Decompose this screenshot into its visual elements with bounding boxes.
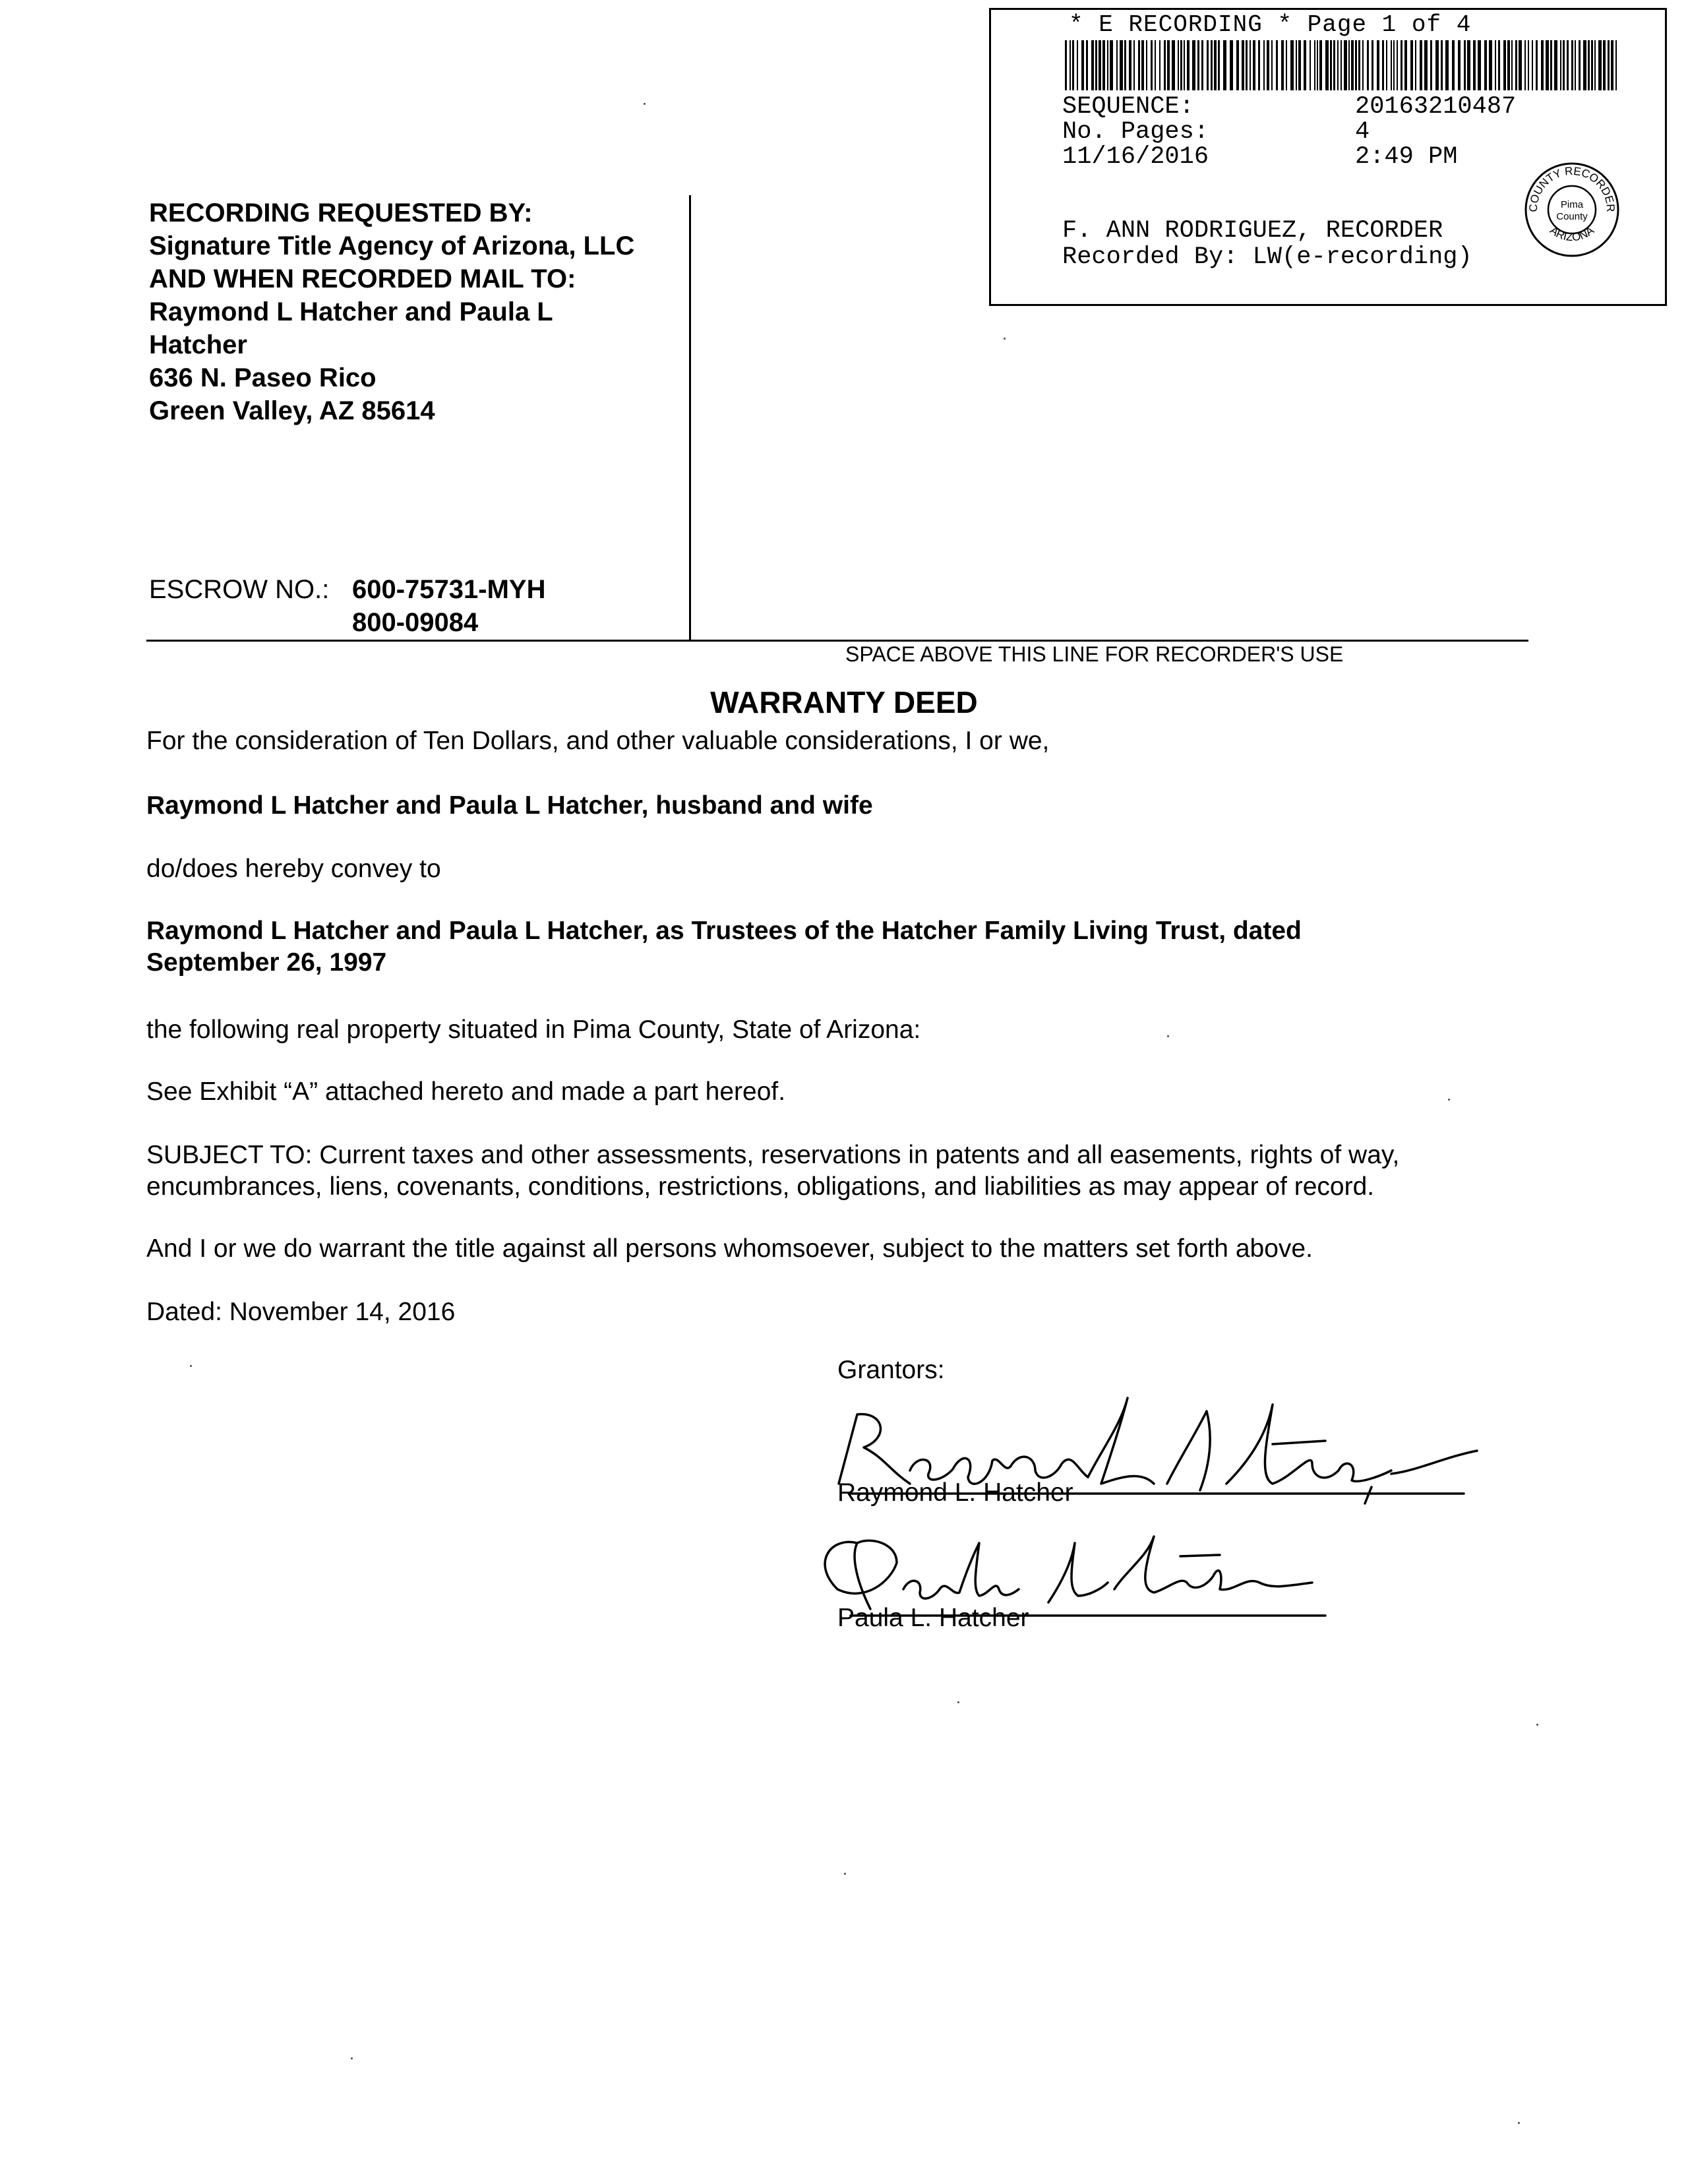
scan-speck (844, 1873, 846, 1875)
barcode-bar (1319, 40, 1322, 90)
barcode-bar (1550, 40, 1552, 90)
scan-speck (1536, 1724, 1538, 1726)
barcode-bar (1611, 40, 1613, 90)
barcode-bar (1102, 40, 1105, 90)
barcode-bar (1091, 40, 1094, 90)
barcode-bar (1296, 40, 1297, 90)
barcode-bar (1180, 40, 1182, 90)
barcode-bar (1583, 40, 1586, 90)
request-line: Hatcher (149, 330, 247, 359)
barcode-bar (1603, 40, 1606, 90)
barcode (1065, 40, 1620, 90)
stamp-header: * E RECORDING * Page 1 of 4 (1069, 11, 1472, 38)
grantee-parties-line1: Raymond L Hatcher and Paula L Hatcher, as Trustees of the Hatcher Family Living Trust, dated (146, 917, 1302, 945)
barcode-bar (1110, 40, 1113, 90)
barcode-bar (1598, 40, 1602, 90)
barcode-bar (1317, 40, 1318, 90)
recording-stamp (989, 8, 1667, 306)
barcode-bar (1575, 40, 1576, 90)
scan-speck (1518, 2122, 1520, 2124)
escrow-label: ESCROW NO.: (149, 575, 330, 604)
barcode-bar (1473, 40, 1476, 90)
barcode-bar (1178, 40, 1179, 90)
barcode-bar (1507, 40, 1510, 90)
signer-name: Paula L. Hatcher (837, 1604, 1029, 1632)
barcode-bar (1124, 40, 1126, 90)
barcode-bar (1167, 40, 1170, 90)
barcode-bar (1341, 40, 1342, 90)
barcode-bar (1314, 40, 1315, 90)
scan-speck (351, 2057, 353, 2059)
barcode-bar (1536, 40, 1538, 90)
barcode-bar (1286, 40, 1287, 90)
consideration-clause: For the consideration of Ten Dollars, and other valuable considerations, I or we, (146, 727, 1050, 755)
barcode-bar (1515, 40, 1517, 90)
barcode-bar (1120, 40, 1123, 90)
barcode-bar (1397, 40, 1398, 90)
barcode-bar (1211, 40, 1213, 90)
sequence-value: 20163210487 (1355, 93, 1517, 121)
barcode-bar (1333, 40, 1335, 90)
barcode-bar (1498, 40, 1500, 90)
barcode-bar (1192, 40, 1195, 90)
barcode-bar (1310, 40, 1311, 90)
barcode-bar (1197, 40, 1199, 90)
barcode-bar (1615, 40, 1617, 90)
barcode-bar (1608, 40, 1610, 90)
barcode-bar (1445, 40, 1449, 90)
barcode-bar (1099, 40, 1101, 90)
signer-name: Raymond L. Hatcher (837, 1478, 1073, 1507)
barcode-bar (1511, 40, 1513, 90)
pages-value: 4 (1355, 118, 1370, 146)
barcode-bar (1081, 40, 1084, 90)
barcode-bar (1304, 40, 1306, 90)
barcode-bar (1065, 40, 1067, 90)
barcode-bar (1236, 40, 1239, 90)
barcode-bar (1567, 40, 1569, 90)
scan-speck (957, 1701, 959, 1703)
escrow-number: 600-75731-MYH (352, 575, 546, 604)
barcode-bar (1250, 40, 1251, 90)
barcode-bar (1207, 40, 1209, 90)
document-title: WARRANTY DEED (710, 685, 978, 719)
scan-speck (1004, 338, 1006, 340)
barcode-bar (1271, 40, 1273, 90)
scan-speck (644, 103, 646, 105)
barcode-bar (1489, 40, 1492, 90)
barcode-bar (1141, 40, 1144, 90)
barcode-bar (1253, 40, 1255, 90)
barcode-bar (1214, 40, 1217, 90)
barcode-bar (1410, 40, 1413, 90)
barcode-bar (1159, 40, 1160, 90)
barcode-bar (1348, 40, 1350, 90)
barcode-bar (1430, 40, 1432, 90)
barcode-bar (1095, 40, 1097, 90)
barcode-bar (1452, 40, 1455, 90)
barcode-bar (1330, 40, 1332, 90)
barcode-bar (1077, 40, 1078, 90)
barcode-bar (1563, 40, 1565, 90)
barcode-bar (1579, 40, 1581, 90)
barcode-bar (1377, 40, 1379, 90)
barcode-bar (1391, 40, 1392, 90)
barcode-bar (1594, 40, 1596, 90)
barcode-bar (1138, 40, 1140, 90)
barcode-bar (1258, 40, 1260, 90)
barcode-bar (1337, 40, 1339, 90)
exhibit-clause: See Exhibit “A” attached hereto and made a part hereof. (146, 1077, 786, 1106)
seal-center-line1: Pima (1560, 199, 1584, 210)
scan-speck (1167, 1035, 1169, 1037)
subject-to-line1: SUBJECT TO: Current taxes and other assessments, reservations in patents and all easements, rights of way, (146, 1141, 1400, 1169)
barcode-bar (1495, 40, 1496, 90)
barcode-bar (1218, 40, 1220, 90)
barcode-bar (1325, 40, 1329, 90)
svg-text:COUNTY RECORDER: COUNTY RECORDER (1526, 164, 1617, 212)
barcode-bar (1129, 40, 1131, 90)
barcode-bar (1263, 40, 1265, 90)
barcode-bar (1528, 40, 1529, 90)
request-line: Green Valley, AZ 85614 (149, 396, 435, 425)
barcode-bar (1230, 40, 1233, 90)
barcode-bar (1458, 40, 1461, 90)
recorder-space-divider (146, 640, 1528, 642)
recorder-use-caption: SPACE ABOVE THIS LINE FOR RECORDER'S USE (845, 642, 1344, 666)
scan-speck (190, 1365, 192, 1367)
barcode-bar (1281, 40, 1284, 90)
barcode-bar (1478, 40, 1481, 90)
barcode-bar (1464, 40, 1466, 90)
barcode-bar (1072, 40, 1074, 90)
barcode-bar (1172, 40, 1175, 90)
request-line: Raymond L Hatcher and Paula L (149, 297, 553, 326)
barcode-bar (1290, 40, 1294, 90)
subject-to-line2: encumbrances, liens, covenants, conditions, restrictions, obligations, and liabilities as may appear of record. (146, 1172, 1375, 1201)
property-clause: the following real property situated in Pima County, State of Arizona: (146, 1016, 921, 1044)
grantee-parties-line2: September 26, 1997 (146, 948, 387, 977)
request-line: 636 N. Paseo Rico (149, 363, 377, 392)
barcode-bar (1554, 40, 1557, 90)
barcode-bar (1344, 40, 1347, 90)
barcode-bar (1358, 40, 1360, 90)
barcode-bar (1467, 40, 1470, 90)
barcode-bar (1401, 40, 1402, 90)
barcode-bar (1532, 40, 1533, 90)
recording-date: 11/16/2016 (1062, 143, 1209, 171)
dated-line: Dated: November 14, 2016 (146, 1298, 456, 1326)
barcode-bar (1086, 40, 1088, 90)
recording-request-block (149, 197, 677, 427)
barcode-bar (1164, 40, 1166, 90)
scan-speck (1448, 1099, 1450, 1101)
request-line: Signature Title Agency of Arizona, LLC (149, 231, 635, 260)
barcode-bar (1404, 40, 1407, 90)
barcode-bar (1420, 40, 1422, 90)
barcode-bar (1415, 40, 1416, 90)
barcode-bar (1524, 40, 1526, 90)
barcode-bar (1441, 40, 1443, 90)
barcode-bar (1484, 40, 1487, 90)
barcode-bar (1351, 40, 1354, 90)
barcode-bar (1503, 40, 1506, 90)
recorded-by-line: Recorded By: LW(e-recording) (1062, 243, 1472, 271)
barcode-bar (1242, 40, 1244, 90)
barcode-bar (1435, 40, 1439, 90)
barcode-bar (1070, 40, 1071, 90)
grantor-parties: Raymond L Hatcher and Paula L Hatcher, husband and wife (146, 791, 873, 820)
barcode-bar (1588, 40, 1590, 90)
seal-center-line2: County (1556, 211, 1588, 222)
barcode-bar (1187, 40, 1190, 90)
vertical-divider (689, 195, 691, 640)
barcode-bar (1246, 40, 1248, 90)
barcode-bar (1519, 40, 1522, 90)
barcode-bar (1571, 40, 1573, 90)
barcode-bar (1560, 40, 1561, 90)
barcode-bar (1116, 40, 1118, 90)
recording-time: 2:49 PM (1355, 143, 1458, 171)
sequence-label: SEQUENCE: (1062, 93, 1194, 121)
county-seal (1522, 160, 1621, 259)
barcode-bar (1298, 40, 1301, 90)
barcode-bar (1267, 40, 1269, 90)
barcode-bar (1155, 40, 1156, 90)
barcode-bar (1372, 40, 1373, 90)
barcode-bar (1355, 40, 1357, 90)
barcode-bar (1276, 40, 1278, 90)
barcode-bar (1133, 40, 1135, 90)
escrow-number: 800-09084 (352, 608, 479, 637)
barcode-bar (1367, 40, 1369, 90)
warranty-clause: And I or we do warrant the title against all persons whomsoever, subject to the matters set forth above. (146, 1234, 1313, 1263)
barcode-bar (1386, 40, 1387, 90)
barcode-bar (1362, 40, 1364, 90)
barcode-bar (1382, 40, 1384, 90)
svg-text:ARIZONA: ARIZONA (1548, 224, 1596, 244)
barcode-bar (1146, 40, 1147, 90)
request-line: AND WHEN RECORDED MAIL TO: (149, 264, 576, 293)
barcode-bar (1424, 40, 1428, 90)
recorder-line: F. ANN RODRIGUEZ, RECORDER (1062, 217, 1443, 245)
barcode-bar (1223, 40, 1226, 90)
barcode-bar (1107, 40, 1108, 90)
barcode-bar (1201, 40, 1203, 90)
barcode-bar (1591, 40, 1593, 90)
request-line: RECORDING REQUESTED BY: (149, 198, 533, 228)
barcode-bar (1184, 40, 1185, 90)
barcode-bar (1546, 40, 1549, 90)
barcode-bar (1541, 40, 1544, 90)
grantors-label: Grantors: (837, 1356, 945, 1384)
barcode-bar (1393, 40, 1395, 90)
barcode-bar (1151, 40, 1153, 90)
convey-clause: do/does hereby convey to (146, 855, 441, 883)
pages-label: No. Pages: (1062, 118, 1209, 146)
